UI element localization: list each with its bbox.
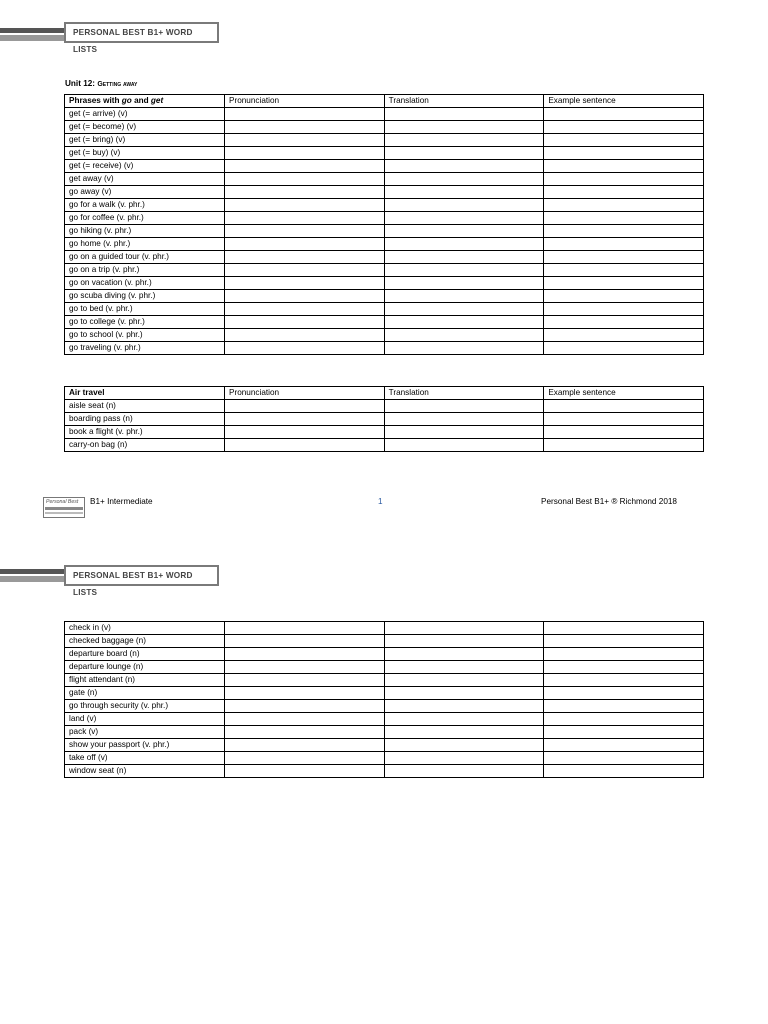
table-row — [65, 212, 704, 225]
table-row — [65, 238, 704, 251]
term-cell: go for coffee (v. phr.) — [65, 212, 225, 225]
pronunciation-cell — [225, 108, 385, 121]
logo-stripe — [45, 507, 83, 510]
term-cell: go traveling (v. phr.) — [65, 342, 225, 355]
example-cell — [544, 147, 704, 160]
term-cell: go on a trip (v. phr.) — [65, 264, 225, 277]
pronunciation-cell — [225, 426, 385, 439]
table-row — [65, 426, 704, 439]
translation-cell — [384, 199, 544, 212]
translation-cell — [384, 316, 544, 329]
pronunciation-cell — [225, 251, 385, 264]
example-cell — [544, 400, 704, 413]
term-cell: go for a walk (v. phr.) — [65, 199, 225, 212]
example-cell — [544, 648, 704, 661]
term-cell: carry-on bag (n) — [65, 439, 225, 452]
pronunciation-cell — [225, 316, 385, 329]
page-header-title: PERSONAL BEST B1+ WORD LISTS — [64, 22, 219, 43]
pronunciation-cell — [225, 687, 385, 700]
term-cell: gate (n) — [65, 687, 225, 700]
column-header-air-travel: Air travel — [65, 387, 225, 400]
table-row — [65, 687, 704, 700]
table-row — [65, 400, 704, 413]
table-row — [65, 674, 704, 687]
pronunciation-cell — [225, 726, 385, 739]
example-cell — [544, 622, 704, 635]
column-header-pronunciation: Pronunciation — [225, 387, 385, 400]
table-row — [65, 225, 704, 238]
translation-cell — [384, 765, 544, 778]
example-cell — [544, 108, 704, 121]
translation-cell — [384, 173, 544, 186]
table-row — [65, 739, 704, 752]
translation-cell — [384, 108, 544, 121]
translation-cell — [384, 290, 544, 303]
translation-cell — [384, 426, 544, 439]
table-row — [65, 134, 704, 147]
term-cell: get (= receive) (v) — [65, 160, 225, 173]
table-row — [65, 622, 704, 635]
pronunciation-cell — [225, 186, 385, 199]
translation-cell — [384, 439, 544, 452]
table-row — [65, 290, 704, 303]
term-cell: book a flight (v. phr.) — [65, 426, 225, 439]
column-header-translation: Translation — [384, 387, 544, 400]
table-row — [65, 199, 704, 212]
header-decoration-bar — [0, 569, 66, 582]
pronunciation-cell — [225, 264, 385, 277]
term-cell: flight attendant (n) — [65, 674, 225, 687]
translation-cell — [384, 303, 544, 316]
term-cell: go to college (v. phr.) — [65, 316, 225, 329]
unit-title-name: Getting away — [97, 81, 138, 88]
table-row — [65, 121, 704, 134]
term-cell: go to bed (v. phr.) — [65, 303, 225, 316]
pronunciation-cell — [225, 212, 385, 225]
term-cell: go through security (v. phr.) — [65, 700, 225, 713]
example-cell — [544, 329, 704, 342]
example-cell — [544, 264, 704, 277]
word-list-table-air-travel — [64, 386, 704, 452]
column-header-pronunciation: Pronunciation — [225, 95, 385, 108]
pronunciation-cell — [225, 199, 385, 212]
pronunciation-cell — [225, 277, 385, 290]
translation-cell — [384, 264, 544, 277]
translation-cell — [384, 648, 544, 661]
translation-cell — [384, 277, 544, 290]
table-header-row — [65, 95, 704, 108]
unit-title-prefix: Unit 12: — [65, 79, 98, 88]
table-row — [65, 700, 704, 713]
example-cell — [544, 212, 704, 225]
pronunciation-cell — [225, 225, 385, 238]
column-header-translation: Translation — [384, 95, 544, 108]
pronunciation-cell — [225, 342, 385, 355]
table-header-row — [65, 387, 704, 400]
pronunciation-cell — [225, 413, 385, 426]
example-cell — [544, 277, 704, 290]
table-row — [65, 147, 704, 160]
table-row — [65, 303, 704, 316]
footer-page-number: 1 — [378, 497, 383, 506]
word-list-table-air-travel-continued — [64, 621, 704, 778]
column-header-example: Example sentence — [544, 387, 704, 400]
table-row — [65, 264, 704, 277]
translation-cell — [384, 225, 544, 238]
unit-title — [65, 79, 137, 88]
term-cell: get (= buy) (v) — [65, 147, 225, 160]
term-cell: departure board (n) — [65, 648, 225, 661]
example-cell — [544, 687, 704, 700]
example-cell — [544, 726, 704, 739]
pronunciation-cell — [225, 147, 385, 160]
translation-cell — [384, 134, 544, 147]
example-cell — [544, 303, 704, 316]
translation-cell — [384, 251, 544, 264]
term-cell: take off (v) — [65, 752, 225, 765]
term-cell: go away (v) — [65, 186, 225, 199]
example-cell — [544, 199, 704, 212]
example-cell — [544, 700, 704, 713]
term-cell: show your passport (v. phr.) — [65, 739, 225, 752]
example-cell — [544, 426, 704, 439]
column-header-example: Example sentence — [544, 95, 704, 108]
example-cell — [544, 160, 704, 173]
pronunciation-cell — [225, 700, 385, 713]
term-cell: check in (v) — [65, 622, 225, 635]
footer-level: B1+ Intermediate — [90, 497, 153, 506]
term-cell: boarding pass (n) — [65, 413, 225, 426]
footer-copyright: Personal Best B1+ ® Richmond 2018 — [541, 497, 677, 506]
example-cell — [544, 765, 704, 778]
translation-cell — [384, 329, 544, 342]
table-row — [65, 713, 704, 726]
pronunciation-cell — [225, 303, 385, 316]
pronunciation-cell — [225, 134, 385, 147]
term-cell: go to school (v. phr.) — [65, 329, 225, 342]
example-cell — [544, 134, 704, 147]
example-cell — [544, 290, 704, 303]
term-cell: go hiking (v. phr.) — [65, 225, 225, 238]
translation-cell — [384, 713, 544, 726]
table-row — [65, 752, 704, 765]
example-cell — [544, 635, 704, 648]
pronunciation-cell — [225, 674, 385, 687]
translation-cell — [384, 212, 544, 225]
header-decoration-bar — [0, 28, 66, 41]
translation-cell — [384, 726, 544, 739]
term-cell: go home (v. phr.) — [65, 238, 225, 251]
term-cell: get away (v) — [65, 173, 225, 186]
example-cell — [544, 238, 704, 251]
translation-cell — [384, 238, 544, 251]
example-cell — [544, 752, 704, 765]
term-cell: go on vacation (v. phr.) — [65, 277, 225, 290]
page-header-title: PERSONAL BEST B1+ WORD LISTS — [64, 565, 219, 586]
translation-cell — [384, 635, 544, 648]
pronunciation-cell — [225, 329, 385, 342]
logo-text: Personal Best — [46, 499, 79, 505]
pronunciation-cell — [225, 739, 385, 752]
table-row — [65, 277, 704, 290]
table-row — [65, 661, 704, 674]
table-row — [65, 342, 704, 355]
example-cell — [544, 342, 704, 355]
term-cell: window seat (n) — [65, 765, 225, 778]
pronunciation-cell — [225, 238, 385, 251]
pronunciation-cell — [225, 400, 385, 413]
translation-cell — [384, 186, 544, 199]
pronunciation-cell — [225, 752, 385, 765]
pronunciation-cell — [225, 290, 385, 303]
table-row — [65, 726, 704, 739]
table-row — [65, 108, 704, 121]
term-cell: go scuba diving (v. phr.) — [65, 290, 225, 303]
example-cell — [544, 316, 704, 329]
pronunciation-cell — [225, 648, 385, 661]
pronunciation-cell — [225, 121, 385, 134]
table-row — [65, 648, 704, 661]
example-cell — [544, 251, 704, 264]
pronunciation-cell — [225, 635, 385, 648]
example-cell — [544, 674, 704, 687]
table-row — [65, 316, 704, 329]
pronunciation-cell — [225, 661, 385, 674]
translation-cell — [384, 687, 544, 700]
example-cell — [544, 225, 704, 238]
term-cell: checked baggage (n) — [65, 635, 225, 648]
term-cell: land (v) — [65, 713, 225, 726]
example-cell — [544, 413, 704, 426]
translation-cell — [384, 147, 544, 160]
translation-cell — [384, 160, 544, 173]
term-cell: departure lounge (n) — [65, 661, 225, 674]
translation-cell — [384, 342, 544, 355]
table-row — [65, 173, 704, 186]
translation-cell — [384, 121, 544, 134]
example-cell — [544, 739, 704, 752]
term-cell: go on a guided tour (v. phr.) — [65, 251, 225, 264]
pronunciation-cell — [225, 439, 385, 452]
word-list-table-phrases — [64, 94, 704, 355]
example-cell — [544, 439, 704, 452]
table-row — [65, 186, 704, 199]
table-row — [65, 251, 704, 264]
table-row — [65, 413, 704, 426]
example-cell — [544, 173, 704, 186]
pronunciation-cell — [225, 173, 385, 186]
logo-stripe — [45, 512, 83, 514]
personal-best-logo — [43, 497, 85, 518]
term-cell: get (= become) (v) — [65, 121, 225, 134]
term-cell: aisle seat (n) — [65, 400, 225, 413]
table-row — [65, 439, 704, 452]
example-cell — [544, 121, 704, 134]
pronunciation-cell — [225, 713, 385, 726]
table-row — [65, 160, 704, 173]
table-row — [65, 635, 704, 648]
translation-cell — [384, 413, 544, 426]
translation-cell — [384, 661, 544, 674]
term-cell: pack (v) — [65, 726, 225, 739]
example-cell — [544, 186, 704, 199]
translation-cell — [384, 674, 544, 687]
column-header-phrases: Phrases with go and get — [65, 95, 225, 108]
pronunciation-cell — [225, 765, 385, 778]
pronunciation-cell — [225, 622, 385, 635]
translation-cell — [384, 622, 544, 635]
translation-cell — [384, 700, 544, 713]
translation-cell — [384, 752, 544, 765]
term-cell: get (= bring) (v) — [65, 134, 225, 147]
table-row — [65, 329, 704, 342]
term-cell: get (= arrive) (v) — [65, 108, 225, 121]
example-cell — [544, 661, 704, 674]
translation-cell — [384, 739, 544, 752]
example-cell — [544, 713, 704, 726]
pronunciation-cell — [225, 160, 385, 173]
table-row — [65, 765, 704, 778]
translation-cell — [384, 400, 544, 413]
